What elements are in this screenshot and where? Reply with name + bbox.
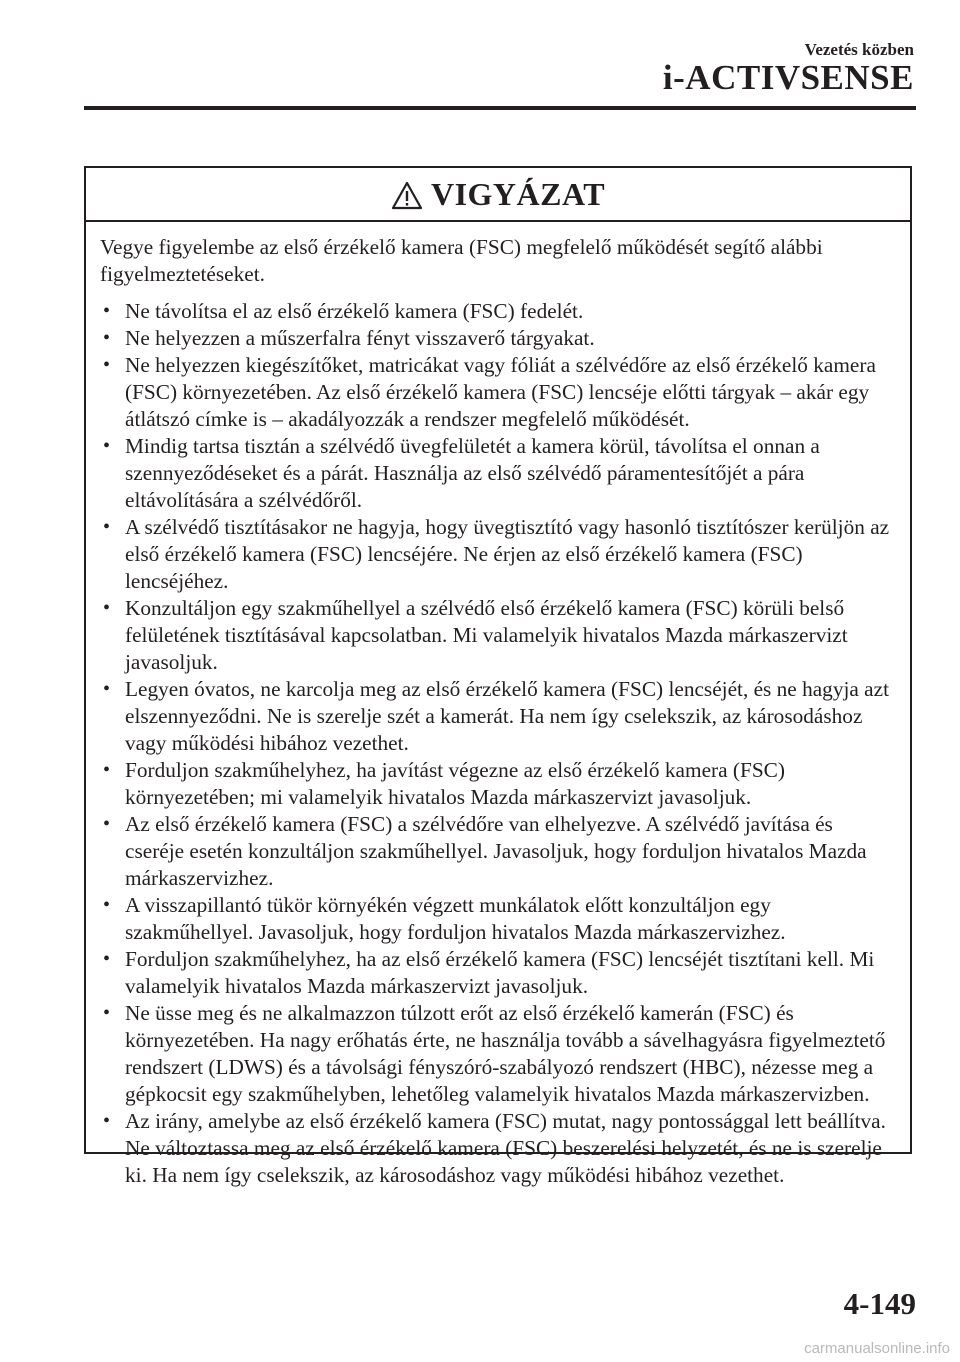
section-name: Vezetés közben: [804, 40, 914, 59]
list-item: • A szélvédő tisztításakor ne hagyja, hogy üvegtisztító vagy hasonló tisztítószer kerüljön az első érzékelő kamera (FSC) lencséjére. Ne érjen az első érzékelő kamera (FSC) lencséjéhez.: [100, 514, 896, 595]
list-item: • Forduljon szakműhelyhez, ha az első érzékelő kamera (FSC) lencséjét tisztítani kell. Mi valamelyik hivatalos Mazda márkaszervizt javasoljuk.: [100, 946, 896, 1000]
list-item: • A visszapillantó tükör környékén végzett munkálatok előtt konzultáljon egy szakműhellyel. Javasoljuk, hogy forduljon hivatalos Mazda márkaszervizhez.: [100, 892, 896, 946]
caution-title: VIGYÁZAT: [430, 175, 606, 212]
caution-list: [100, 298, 896, 1189]
list-item: • Mindig tartsa tisztán a szélvédő üvegfelületét a kamera körül, távolítsa el onnan a szennyeződéseket és a párát. Használja az első szélvédő páramentesítőjét a pára eltávolítására a szélvédőről.: [100, 433, 896, 514]
page-title: i-ACTIVSENSE: [662, 58, 914, 97]
caution-body: [86, 222, 910, 1189]
list-item: • Az első érzékelő kamera (FSC) a szélvédőre van elhelyezve. A szélvédő javítása és cseréje esetén konzultáljon szakműhellyel. Javasoljuk, hogy forduljon hivatalos Mazda márkaszervizhez.: [100, 811, 896, 892]
list-item: • Forduljon szakműhelyhez, ha javítást végezne az első érzékelő kamera (FSC) környezetében; mi valamelyik hivatalos Mazda márkaszervizt javasoljuk.: [100, 757, 896, 811]
list-item: • Ne távolítsa el az első érzékelő kamera (FSC) fedelét.: [100, 298, 896, 325]
list-item: • Ne üsse meg és ne alkalmazzon túlzott erőt az első érzékelő kamerán (FSC) és környezetében. Ha nagy erőhatás érte, ne használja tovább a sávelhagyásra figyelmeztető rendszert (LDWS) és a távolsági fényszóró-szabályozó rendszert (HBC), nézesse meg a gépkocsit egy szakműhelyben, lehetőleg valamelyik hivatalos Mazda márkaszervizben.: [100, 1000, 896, 1108]
list-item: • Ne helyezzen a műszerfalra fényt visszaverő tárgyakat.: [100, 325, 896, 352]
page-number: 4-149: [843, 1286, 916, 1321]
caution-intro: Vegye figyelembe az első érzékelő kamera (FSC) megfelelő működését segítő alábbi figyelmeztetéseket.: [100, 235, 823, 286]
list-item: • Legyen óvatos, ne karcolja meg az első érzékelő kamera (FSC) lencséjét, és ne hagyja azt elszennyeződni. Ne is szerelje szét a kamerát. Ha nem így cselekszik, az károsodáshoz vagy működési hibához vezethet.: [100, 676, 896, 757]
list-item: • Az irány, amelybe az első érzékelő kamera (FSC) mutat, nagy pontossággal lett beállítva. Ne változtassa meg az első érzékelő kamera (FSC) beszerelési helyzetét, és ne is szerelje ki. Ha nem így cselekszik, az károsodáshoz vagy működési hibához vezethet.: [100, 1108, 896, 1189]
caution-header: [86, 168, 910, 222]
watermark-text[interactable]: carmanualsonline.info: [804, 1340, 950, 1357]
warning-triangle-icon: [391, 181, 423, 210]
list-item: • Ne helyezzen kiegészítőket, matricákat vagy fóliát a szélvédőre az első érzékelő kamera (FSC) környezetében. Az első érzékelő kamera (FSC) lencséje előtti tárgyak – akár egy átlátszó címke is – akadályozzák a rendszer megfelelő működését.: [100, 352, 896, 433]
list-item: • Konzultáljon egy szakműhellyel a szélvédő első érzékelő kamera (FSC) körüli belső felületének tisztításával kapcsolatban. Mi valamelyik hivatalos Mazda márkaszervizt javasoljuk.: [100, 595, 896, 676]
caution-box: [84, 166, 912, 1187]
header-divider: [84, 106, 916, 110]
